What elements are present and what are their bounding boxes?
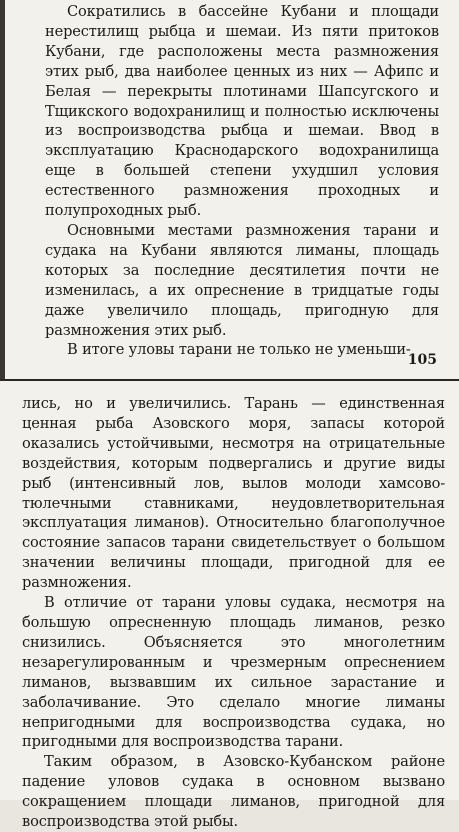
top-page [0, 0, 459, 381]
page-number: 105 [407, 352, 437, 368]
paragraph-catches-start: В итоге уловы тарани не только не уменьши- [67, 341, 411, 359]
paragraph-pikeperch-decline: В отличие от тарани уловы судака, несмотря на большую опресненную площадь лиманов, резко снизились. Объясняется это многолетним незарегулированным и чрезмерным опреснением лиманов, вызвавшим их сильное зарастание и заболачивание. Это сделало многие лиманы непригодными для воспроизводства судака, но пригодными для воспроизводства тарани. [22, 594, 445, 751]
paragraph-taran-continued: лись, но и увеличились. Тарань — единственная ценная рыба Азовского моря, запасы которой оказались устойчивыми, несмотря на отрицательные воздействия, которым подвергались и другие виды рыб (интенсивный лов, вылов молоди хамсово-тюлечными ставниками, неудовлетворительная эксплуатация лиманов). Относительно благополучное состояние запасов тарани свидетельствует о большом значении величины площади, пригодной для ее размножения. [22, 395, 445, 592]
paragraph-conclusion: Таким образом, в Азовско-Кубанском районе падение уловов судака в основном вызвано сокращением площади лиманов, пригодной для воспроизводства этой рыбы. [22, 753, 445, 831]
bottom-page [0, 381, 459, 831]
paragraph-estuaries: Основными местами размножения тарани и судака на Кубани являются лиманы, площадь которых за последние десятилетия почти не изменилась, а их опреснение в тридцатые годы даже увеличило площадь, пригодную для размножения этих рыб. [45, 221, 439, 339]
paragraph-spawning-grounds: Сократились в бассейне Кубани и площади нерестилищ рыбца и шемаи. Из пяти притоков Кубани, где расположены места размножения этих рыб, два наиболее ценных из них — Афипс и Белая — перекрыты плотинами Шапсугского и Тщикского водохранилищ и полностью исключены из воспроизводства рыбца и шемаи. Ввод в эксплуатацию Краснодарского водохранилища еще в большей степени ухудшил условия естественного размножения проходных и полупроходных рыб. [45, 3, 439, 220]
